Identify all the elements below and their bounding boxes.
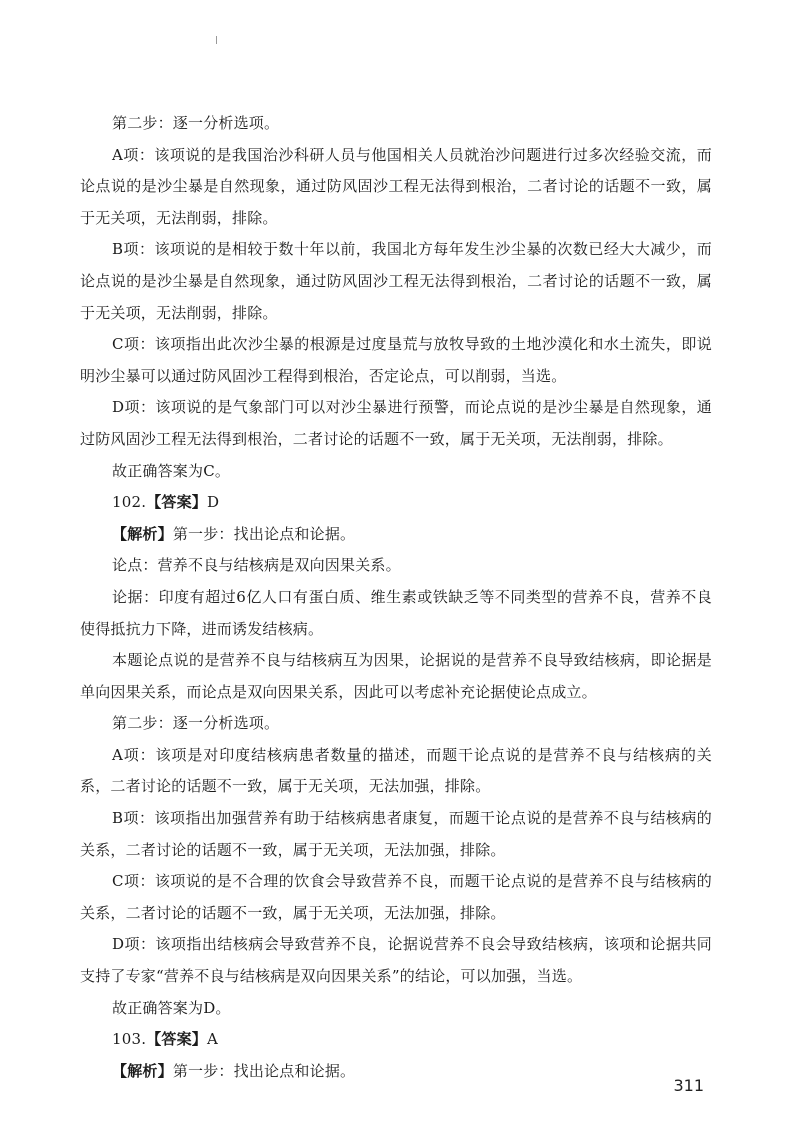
question-number: 103. (112, 1030, 147, 1049)
paragraph-thesis: 论点：营养不良与结核病是双向因果关系。 (112, 556, 401, 575)
paragraph-102-option-a: A项：该项是对印度结核病患者数量的描述，而题干论点说的是营养不良与结核病的关系，二者讨论的话题不一致，属于无关项，无法加强，排除。 (80, 745, 712, 796)
paragraph-step2-102: 第二步：逐一分析选项。 (112, 714, 280, 733)
paragraph-option-b: B项：该项说的是相较于数十年以前，我国北方每年发生沙尘暴的次数已经大大减少，而论点说的是沙尘暴是自然现象，通过防风固沙工程无法得到根治，二者讨论的话题不一致，属于无关项，无法削弱，排除。 (80, 240, 712, 322)
analysis-label: 【解析】 (112, 1061, 173, 1080)
paragraph-102-conclusion: 故正确答案为D。 (112, 998, 231, 1017)
answer-label: 【答案】 (146, 1030, 208, 1049)
question-103-answer (80, 1024, 712, 1056)
paragraph-102-option-d: D项：该项指出结核病会导致营养不良，论据说营养不良会导致结核病，该项和论据共同支持了专家“营养不良与结核病是双向因果关系”的结论，可以加强，当选。 (80, 935, 712, 986)
scan-mark (216, 36, 217, 44)
page-number: 311 (673, 1076, 704, 1095)
paragraph-option-c: C项：该项指出此次沙尘暴的根源是过度垦荒与放牧导致的土地沙漠化和水土流失，即说明沙尘暴可以通过防风固沙工程得到根治，否定论点，可以削弱，当选。 (80, 335, 712, 385)
question-102-answer (80, 487, 712, 519)
analysis-step1: 第一步：找出论点和论据。 (172, 1061, 356, 1080)
paragraph-step2: 第二步：逐一分析选项。 (112, 114, 280, 132)
paragraph-conclusion: 故正确答案为C。 (112, 461, 231, 480)
paragraph-option-d: D项：该项说的是气象部门可以对沙尘暴进行预警，而论点说的是沙尘暴是自然现象，通过防风固沙工程无法得到根治，二者讨论的话题不一致，属于无关项，无法削弱，排除。 (80, 398, 712, 448)
paragraph-102-option-c: C项：该项说的是不合理的饮食会导致营养不良，而题干论点说的是营养不良与结核病的关系，二者讨论的话题不一致，属于无关项，无法加强，排除。 (80, 872, 712, 922)
question-102-analysis (80, 519, 712, 551)
paragraph-102-option-b: B项：该项指出加强营养有助于结核病患者康复，而题干论点说的是营养不良与结核病的关系，二者讨论的话题不一致，属于无关项，无法加强，排除。 (80, 809, 712, 859)
paragraph-option-a: A项：该项说的是我国治沙科研人员与他国相关人员就治沙问题进行过多次经验交流，而论点说的是沙尘暴是自然现象，通过防风固沙工程无法得到根治，二者讨论的话题不一致，属于无关项，无法削弱，排除。 (80, 145, 712, 227)
paragraph-evidence: 论据：印度有超过6亿人口有蛋白质、维生素或铁缺乏等不同类型的营养不良，营养不良使得抵抗力下降，进而诱发结核病。 (80, 587, 712, 638)
analysis-step1: 第一步：找出论点和论据。 (172, 524, 356, 543)
paragraph-reasoning: 本题论点说的是营养不良与结核病互为因果，论据说的是营养不良导致结核病，即论据是单向因果关系，而论点是双向因果关系，因此可以考虑补充论据使论点成立。 (80, 651, 712, 701)
answer-value: A (207, 1030, 219, 1049)
document-body (80, 108, 712, 1087)
question-number: 102. (112, 493, 147, 512)
question-103-analysis (80, 1056, 712, 1088)
answer-label: 【答案】 (146, 493, 208, 512)
answer-value: D (207, 493, 220, 512)
analysis-label: 【解析】 (112, 524, 173, 543)
